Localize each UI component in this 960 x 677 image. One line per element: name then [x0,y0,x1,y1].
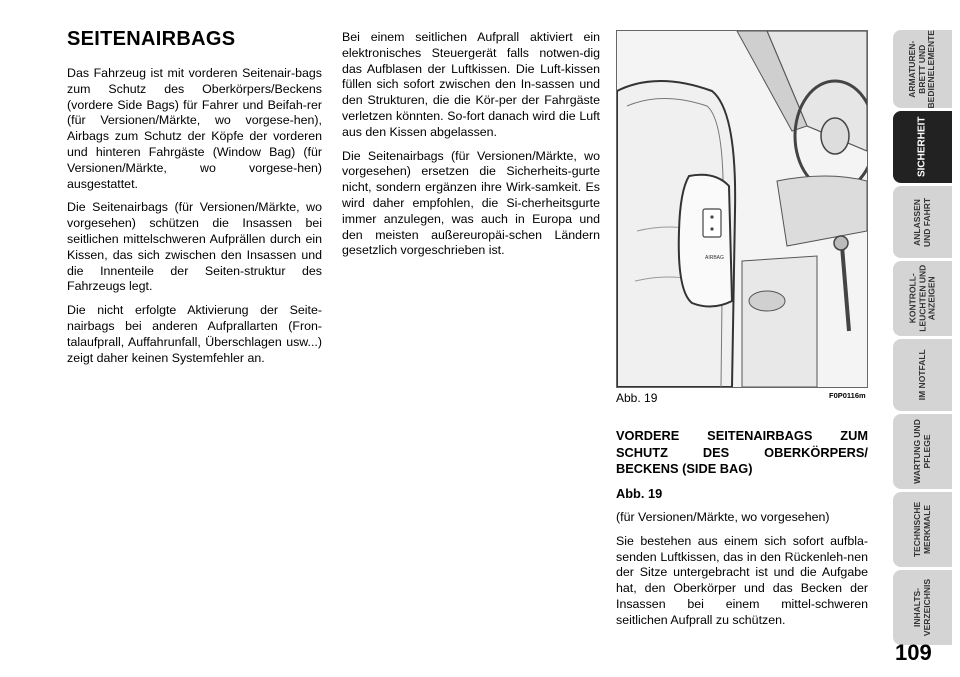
availability-note: (für Versionen/Märkte, wo vorgesehen) [616,510,830,524]
tab-label: ANLASSEN UND FAHRT [911,197,932,247]
paragraph: Die Seitenairbags (für Versionen/Märkte, wo vorgesehen) ersetzen die Sicherheits-gurte nicht, sondern ergänzen ihre Wirk-samkeit. Es wird daher empfohlen, die Si-cherheitsgurte immer anzulegen, was auch in Europa und den meisten außereuropäi-schen Ländern gesetzlich vorgeschrieben ist. [342,148,600,258]
seat-airbag-illustration [616,30,868,388]
tab-inhaltsverzeichnis[interactable] [893,570,952,645]
section-heading: VORDERE SEITENAIRBAGS ZUM SCHUTZ DES OBERKÖRPERS/ BECKENS (SIDE BAG) [616,428,868,476]
tab-kontrollleuchten[interactable] [893,261,952,336]
text-column-middle [342,30,600,267]
paragraph: Die Seitenairbags (für Versionen/Märkte, wo vorgesehen) schützen die Insassen bei seitlichen mittelschweren Aufprällen durch ein Kissen, das sich zwischen den Insassen und die Innenteile der Seiten-struktur des Fahrzeugs legt. [67,200,322,294]
tab-label: SICHERHEIT [916,116,928,178]
tab-label: IM NOTFALL [916,349,927,401]
airbag-label-text: AIRBAG [705,255,724,261]
paragraph: Bei einem seitlichen Aufprall aktiviert ein elektronisches Steuergerät falls notwen-dig das Aufblasen der Luftkissen. Die Luft-kissen füllen sich sofort zwischen den In-sassen und den Strukturen, die die Kör-per der Fahrgäste verletzen könnten. So-fort danach wird die Luft aus den Kissen abgelassen. [342,30,600,139]
paragraph: Das Fahrzeug ist mit vorderen Seitenair-bags zum Schutz des Oberkörpers/Beckens (vordere Side Bags) für Fahrer und Beifah-rer (für Versionen/Märkte, wo vorgese-hen), Airbags zum Schutz der Köpfe der vorderen und hinteren Fahrgäste (Window Bag) (für Versionen/Märkte, wo vorgese-hen) ausgestattet. [67,66,322,191]
paragraph: Die nicht erfolgte Aktivierung der Seite-nairbags bei anderen Aufprallarten (Fron-talaufprall, Auffahrunfall, Überschlagen usw...) zeigt daher keinen Systemfehler an. [67,303,322,365]
tab-sicherheit[interactable] [893,111,952,183]
tab-label: ARMATUREN- BRETT UND BEDIENELEMENTE [907,30,937,108]
tab-label: WARTUNG UND PFLEGE [912,419,932,484]
text-column-right [616,428,868,637]
text-column-left [67,66,322,374]
tab-anlassen[interactable] [893,186,952,258]
tab-label: INHALTS- VERZEICHNIS [912,578,932,637]
tab-armaturenbrett[interactable] [893,30,952,108]
tab-label: KONTROLL- LEUCHTEN UND ANZEIGEN [907,264,937,333]
figure-code: F0P0116m [829,391,866,400]
tab-technische-merkmale[interactable] [893,492,952,567]
figure-reference: Abb. 19 [616,485,663,501]
tab-wartung[interactable] [893,414,952,489]
figure-caption: Abb. 19 [616,391,658,405]
page-title: SEITENAIRBAGS [67,28,236,50]
tab-im-notfall[interactable] [893,339,952,411]
page-number: 109 [895,640,932,665]
tab-label: TECHNISCHE MERKMALE [911,501,932,558]
paragraph: Sie bestehen aus einem sich sofort aufbla-senden Luftkissen, das in den Rückenleh-nen der Sitze untergebracht ist und die Aufgabe hat, den Oberkörper und das Becken der Insassen bei einem mittel-schweren seitlichen Aufprall zu schützen. [616,533,868,627]
